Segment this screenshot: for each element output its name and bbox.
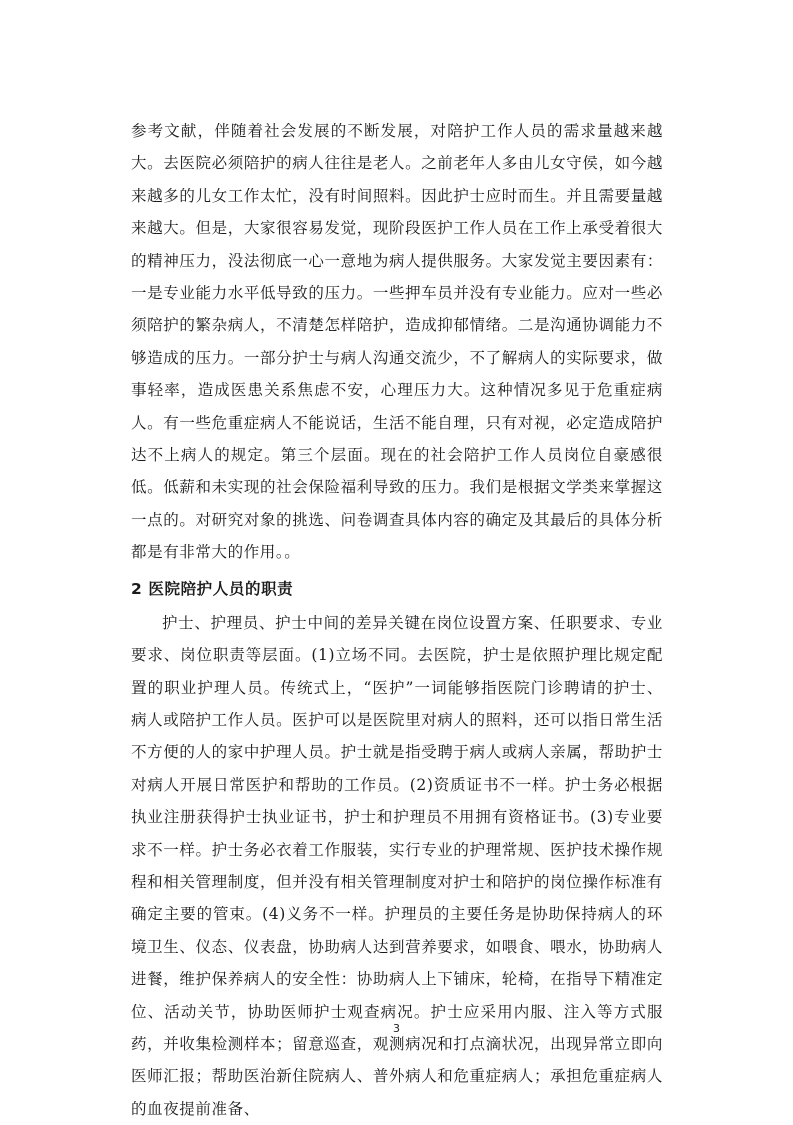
body-paragraph-2: 护士、护理员、护士中间的差异关键在岗位设置方案、任职要求、专业要求、岗位职责等层面。(1)立场不同。去医院，护士是依照护理比规定配置的职业护理人员。传统式上，“医护”一词能够指医院门诊聘请的护士、病人或陪护工作人员。医护可以是医院里对病人的照料，还可以指日常生活不方便的人的家中护理人员。护士就是指受聘于病人或病人亲属，帮助护士对病人开展日常医护和帮助的工作员。(2)资质证书不一样。护士务必根据执业注册获得护士执业证书，护士和护理员不用拥有资格证书。(3)专业要求不一样。护士务必衣着工作服装，实行专业的护理常规、医护技术操作规程和相关管理制度，但并没有相关管理制度对护士和陪护的岗位操作标准有确定主要的管束。(4)义务不一样。护理员的主要任务是协助保持病人的环境卫生、仪态、仪表盘，协助病人达到营养要求，如喂食、喂水，协助病人进餐，维护保养病人的安全性：协助病人上下铺床，轮椅，在指导下精准定位、活动关节，协助医师护士观查病况。护士应采用内服、注入等方式服药，并收集检测样本；留意巡查，观测病况和打点滴状况，出现异常立即向医师汇报；帮助医治新住院病人、普外病人和危重症病人；承担危重症病人的血夜提前准备、 [131, 613, 663, 1118]
section-heading: 2 医院陪护人员的职责 [131, 579, 294, 598]
page-number: 3 [393, 1022, 400, 1035]
body-paragraph-1: 参考文献，伴随着社会发展的不断发展，对陪护工作人员的需求量越来越大。去医院必须陪护的病人往往是老人。之前老年人多由儿女守侯，如今越来越多的儿女工作太忙，没有时间照料。因此护士应时而生。并且需要量越来越大。但是，大家很容易发觉，现阶段医护工作人员在工作上承受着很大的精神压力，没法彻底一心一意地为病人提供服务。大家发觉主要因素有：一是专业能力水平低导致的压力。一些押车员并没有专业能力。应对一些必须陪护的繁杂病人，不清楚怎样陪护，造成抑郁情绪。二是沟通协调能力不够造成的压力。一部分护士与病人沟通交流少，不了解病人的实际要求，做事轻率，造成医患关系焦虑不安，心理压力大。这种情况多见于危重症病人。有一些危重症病人不能说话，生活不能自理，只有对视，必定造成陪护达不上病人的规定。第三个层面。现在的社会陪护工作人员岗位自豪感很低。低薪和未实现的社会保险福利导致的压力。我们是根据文学类来掌握这一点的。对研究对象的挑选、问卷调查具体内容的确定及其最后的具体分析都是有非常大的作用。。 [131, 122, 663, 562]
